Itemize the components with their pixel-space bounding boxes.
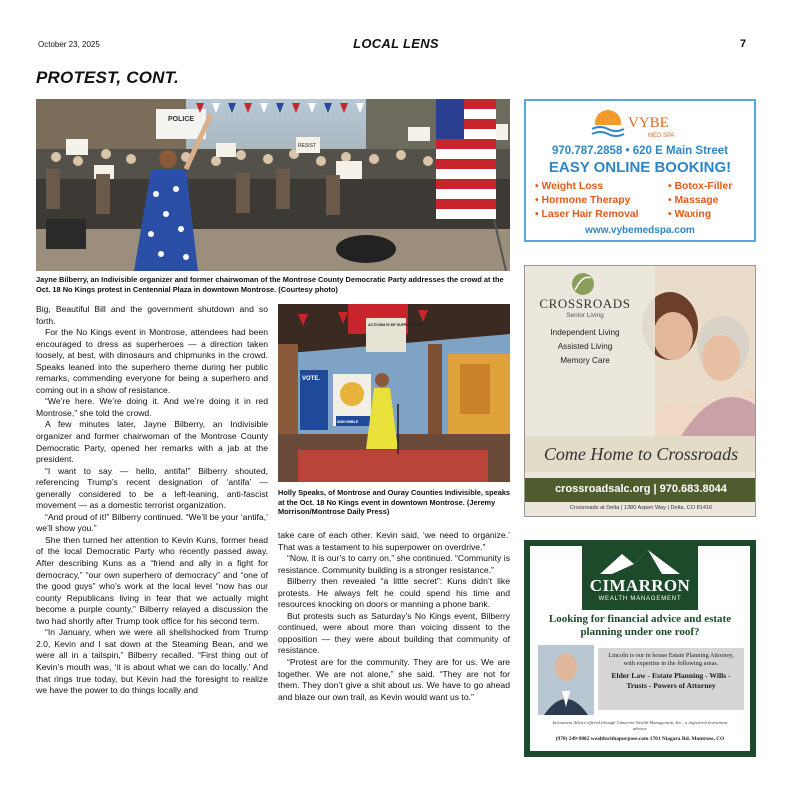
paragraph: Big, Beautiful Bill and the government shutdown and so forth.	[36, 304, 268, 326]
police-sign: POLICE	[168, 116, 195, 123]
crossroads-leaf-icon	[572, 273, 594, 295]
page-number: 7	[740, 38, 747, 50]
service-item: Memory Care	[560, 356, 610, 365]
article-headline: PROTEST, CONT.	[36, 68, 179, 87]
cimarron-info-box	[598, 648, 744, 710]
cimarron-services: Elder Law - Estate Planning - Wills - Trusts - Powers of Attorney	[611, 671, 731, 690]
cimarron-intro: Lincoln is our in house Estate Planning Attorney, with expertise in the following areas.	[608, 652, 734, 667]
superpower-sign: ACTIVISM IS MY SUPERPOWER	[368, 323, 423, 327]
cimarron-wealth-ad[interactable]	[524, 540, 756, 757]
holly-speaks-photo	[278, 304, 510, 482]
crossroads-address: Crossroads at Delta | 1380 Aspen Way | Delta, CO 81416	[569, 505, 713, 511]
paragraph: “And proud of it!” Bilberry continued. “We’ll be your ‘antifa,’ we’ll show you.”	[36, 511, 268, 534]
article-column-2	[278, 530, 510, 703]
vybe-services-right	[668, 180, 732, 222]
paragraph: For the No Kings event in Montrose, attendees had been encouraged to dress as superheroes — a direction taken loosely, at best, with dinosaurs and chipmunks in the crowd. Speaks leaned into the superhero theme during her public remarks, commending everyone for being a superhero and coming out in a show of resistance.	[36, 327, 268, 395]
cimarron-disclaimer: Investment Advice offered through Cimarron Wealth Management, Inc., a registered investment advisor.	[552, 720, 728, 731]
vybe-sub: MED SPA	[648, 133, 675, 139]
service-item: • Waxing	[668, 209, 712, 220]
section-title: LOCAL LENS	[353, 36, 439, 51]
service-item: • Massage	[668, 195, 719, 206]
paragraph: “Now, it is our’s to carry on,” she continued. “Community is resistance. Community building is a stronger resistance.”	[278, 553, 510, 575]
service-item: Assisted Living	[557, 342, 613, 351]
paragraph: She then turned her attention to Kevin Kuns, former head of the local Democratic Party who recently passed away. After describing Kuns as a “friend and ally in a fight for democracy,” “our own superhero of democracy” and “one of the good guys” who’s work at the local level “now has our county Republicans living in fear that we actually might become a purple county,” Bilberry relayed a discussion the two had shortly after Trump took office for his second term.	[36, 534, 268, 626]
service-item: • Weight Loss	[535, 181, 604, 192]
protest-crowd-photo	[36, 99, 510, 271]
vybe-med-spa-ad[interactable]	[524, 99, 756, 242]
crossroads-sub: Senior Living	[566, 312, 604, 319]
attorney-photo	[538, 645, 594, 715]
service-item: Independent Living	[550, 328, 620, 337]
paragraph: But protests such as Saturday’s No Kings event, Bilberry continued, were about more than voicing dissent to the opposition — they were about building that community of resistance.	[278, 610, 510, 656]
vybe-services-left	[535, 180, 639, 222]
paragraph: “We’re here. We’re doing it. And we’re doing it in red Montrose,” she told the crowd.	[36, 396, 268, 418]
vybe-phone-address: 970.787.2858 • 620 E Main Street	[552, 145, 728, 157]
service-item: • Hormone Therapy	[535, 195, 631, 206]
vybe-url[interactable]: www.vybemedspa.com	[585, 225, 695, 236]
resist-sign: RESIST	[298, 143, 317, 149]
cimarron-sub: WEALTH MANAGEMENT	[598, 596, 682, 602]
cimarron-brand: CIMARRON	[589, 576, 691, 595]
paragraph: Bilberry then revealed “a little secret”: Kuns didn’t like protests. He always felt he could spend his time and resources knocking on doors or manning a phone bank.	[278, 576, 510, 610]
vybe-sun-logo-icon	[586, 105, 698, 143]
crossroads-brand: CROSSROADS	[539, 296, 631, 311]
vybe-booking: EASY ONLINE BOOKING!	[548, 159, 732, 176]
crossroads-tagline: Come Home to Crossroads	[543, 444, 739, 464]
crossroads-services	[529, 326, 641, 368]
service-item: • Botox-Filler	[668, 181, 733, 192]
paragraph: A few minutes later, Jayne Bilberry, an Indivisible organizer and former chairwoman of the Montrose County Democratic Party, opened her remarks with a jab at the president.	[36, 419, 268, 465]
photo1-caption: Jayne Bilberry, an Indivisible organizer and former chairwoman of the Montrose County Democratic Party addresses the crowd at the Oct. 18 No Kings protest in Centennial Plaza in downtown Montrose. (Courtesy photo)	[36, 275, 504, 294]
vybe-brand: VYBE	[628, 115, 669, 131]
indivisible-sign: INDIVISIBLE	[337, 420, 359, 424]
article-column-1	[36, 304, 268, 697]
crossroads-contact[interactable]: crossroadsalc.org | 970.683.8044	[555, 483, 727, 495]
crossroads-senior-living-ad[interactable]	[524, 265, 756, 517]
issue-date: October 23, 2025	[38, 40, 100, 49]
paragraph: “Protest are for the community. They are for us. We are together. We are not alone,” she said. “They are not for them. They don’t give a shit about us. We have to go ahead and blaze our own trail, as Kevin would want us to.”	[278, 657, 510, 702]
paragraph: take care of each other. Kevin said, ‘we need to organize.’ That was a testament to his superpower on overdrive.”	[278, 530, 510, 552]
vote-sign: VOTE.	[302, 376, 321, 382]
cimarron-contact[interactable]: (970) 249-9882 wealthwithapurpose.com 1701 Niagara Rd. Montrose, CO	[555, 736, 725, 742]
paragraph: “I want to say — hello, antifa!” Bilberry shouted, referencing Trump’s recent designation of ‘antifa’ — generally considered to be a left-leaning, anti-fascist movement — as a domestic terrorist organization.	[36, 465, 268, 511]
cimarron-headline: Looking for financial advice and estate planning under one roof?	[548, 613, 732, 638]
paragraph: “In January, when we were all shellshocked from Trump 2.0, Kevin and I sat down at the Steaming Bean, and we were all in a tailspin,” Bilberry recalled. “First thing out of Kevin’s mouth was, ‘it is about what we can do locally.’ And that rings true today, but Kevin had the foresight to realize we have the power to do things locally and	[36, 627, 268, 696]
photo2-caption: Holly Speaks, of Montrose and Ouray Counties Indivisible, speaks at the Oct. 18 No Kings event in downtown Montrose. (Jeremy Morrison/Montrose Daily Press)	[278, 488, 511, 517]
service-item: • Laser Hair Removal	[535, 209, 639, 220]
